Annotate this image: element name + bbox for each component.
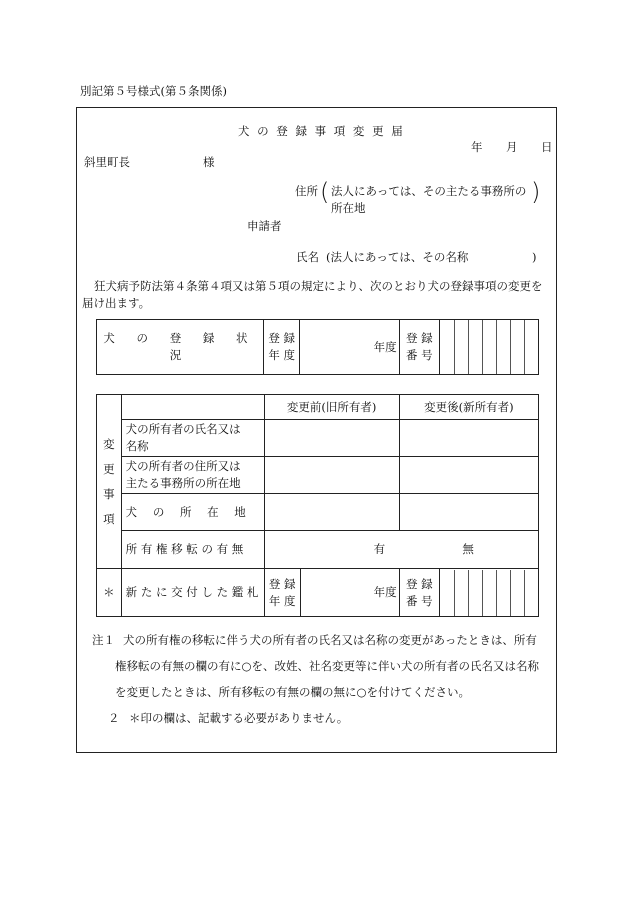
status-reg-year-label: 登 録 年 度 [263, 320, 299, 375]
dog-location-after-field[interactable] [399, 494, 538, 531]
tag-reg-no-field[interactable] [439, 569, 538, 617]
applicant-label: 申請者 [247, 219, 282, 233]
note-1-line-2: 権移転の有無の欄の有に○を、改姓、社名変更等に伴い犬の所有者の氏名又は名称 [115, 659, 540, 673]
date-year: 年 [471, 140, 483, 154]
col-before-header: 変更前(旧所有者) [264, 395, 399, 420]
address-note-line-1: 法人にあっては、その主たる事務所の [331, 184, 527, 198]
form-title: 犬 の 登 録 事 項 変 更 届 [238, 124, 405, 138]
note-1-line-3: を変更したときは、所有移転の有無の欄の無に○を付けてください。 [115, 685, 471, 699]
owner-address-after-field[interactable] [399, 457, 538, 494]
name-note-close: ) [532, 250, 537, 264]
note-1-prefix: 注１ [92, 633, 115, 647]
row-owner-address-label: 犬の所有者の住所又は 主たる事務所の所在地 [121, 457, 264, 494]
tag-year-field[interactable]: 年度 [300, 569, 399, 617]
status-reg-no-label: 登 録 番 号 [399, 320, 439, 375]
owner-name-before-field[interactable] [264, 420, 399, 457]
ownership-no[interactable]: 無 [462, 542, 474, 557]
col-after-header: 変更後(新所有者) [399, 395, 538, 420]
star-marker: ＊ [97, 569, 122, 617]
change-items-table [96, 394, 539, 617]
dog-location-before-field[interactable] [264, 494, 399, 531]
note-2: ＊印の欄は、記載する必要がありません。 [129, 711, 349, 725]
status-label: 犬 の 登 録 状 況 [97, 320, 264, 375]
row-ownership-transfer-label: 所 有 権 移 転 の 有 無 [121, 531, 264, 569]
ownership-yes[interactable]: 有 [373, 542, 386, 557]
tag-reg-no-label: 登 録 番 号 [399, 569, 439, 617]
status-reg-no-field[interactable] [439, 320, 538, 375]
note-2-prefix: ２ [108, 711, 120, 725]
address-note-line-2: 所在地 [331, 201, 366, 215]
row-dog-location-label: 犬 の 所 在 地 [121, 494, 264, 531]
status-year-field[interactable]: 年度 [300, 320, 399, 375]
new-tag-label: 新 た に 交 付 し た 鑑 札 [121, 569, 264, 617]
intro-line-1: 狂犬病予防法第４条第４項又は第５項の規定により、次のとおり犬の登録事項の変更を [94, 279, 543, 293]
address-label: 住所 [295, 184, 318, 198]
addressee: 斜里町長 [84, 155, 130, 169]
name-label: 氏名 [296, 250, 319, 264]
intro-line-2: 届け出ます。 [82, 296, 151, 310]
owner-address-before-field[interactable] [264, 457, 399, 494]
ownership-transfer-field[interactable] [264, 531, 538, 569]
addressee-suffix: 様 [203, 155, 215, 169]
form-label: 別記第５号様式(第５条関係) [80, 84, 227, 98]
name-note: (法人にあっては、その名称 [326, 250, 469, 264]
bracket-close: ) [531, 178, 541, 206]
date-day: 日 [541, 140, 553, 154]
registration-status-table [96, 319, 539, 375]
bracket-open: ( [320, 178, 330, 206]
tag-reg-year-label: 登 録 年 度 [264, 569, 300, 617]
date-month: 月 [506, 140, 518, 154]
owner-name-after-field[interactable] [399, 420, 538, 457]
row-owner-name-label: 犬の所有者の氏名又は 名称 [121, 420, 264, 457]
note-1-line-1: 犬の所有権の移転に伴う犬の所有者の氏名又は名称の変更があったときは、所有 [123, 633, 537, 647]
change-items-side-label: 変 更 事 項 [97, 395, 122, 569]
header-blank [121, 395, 264, 420]
